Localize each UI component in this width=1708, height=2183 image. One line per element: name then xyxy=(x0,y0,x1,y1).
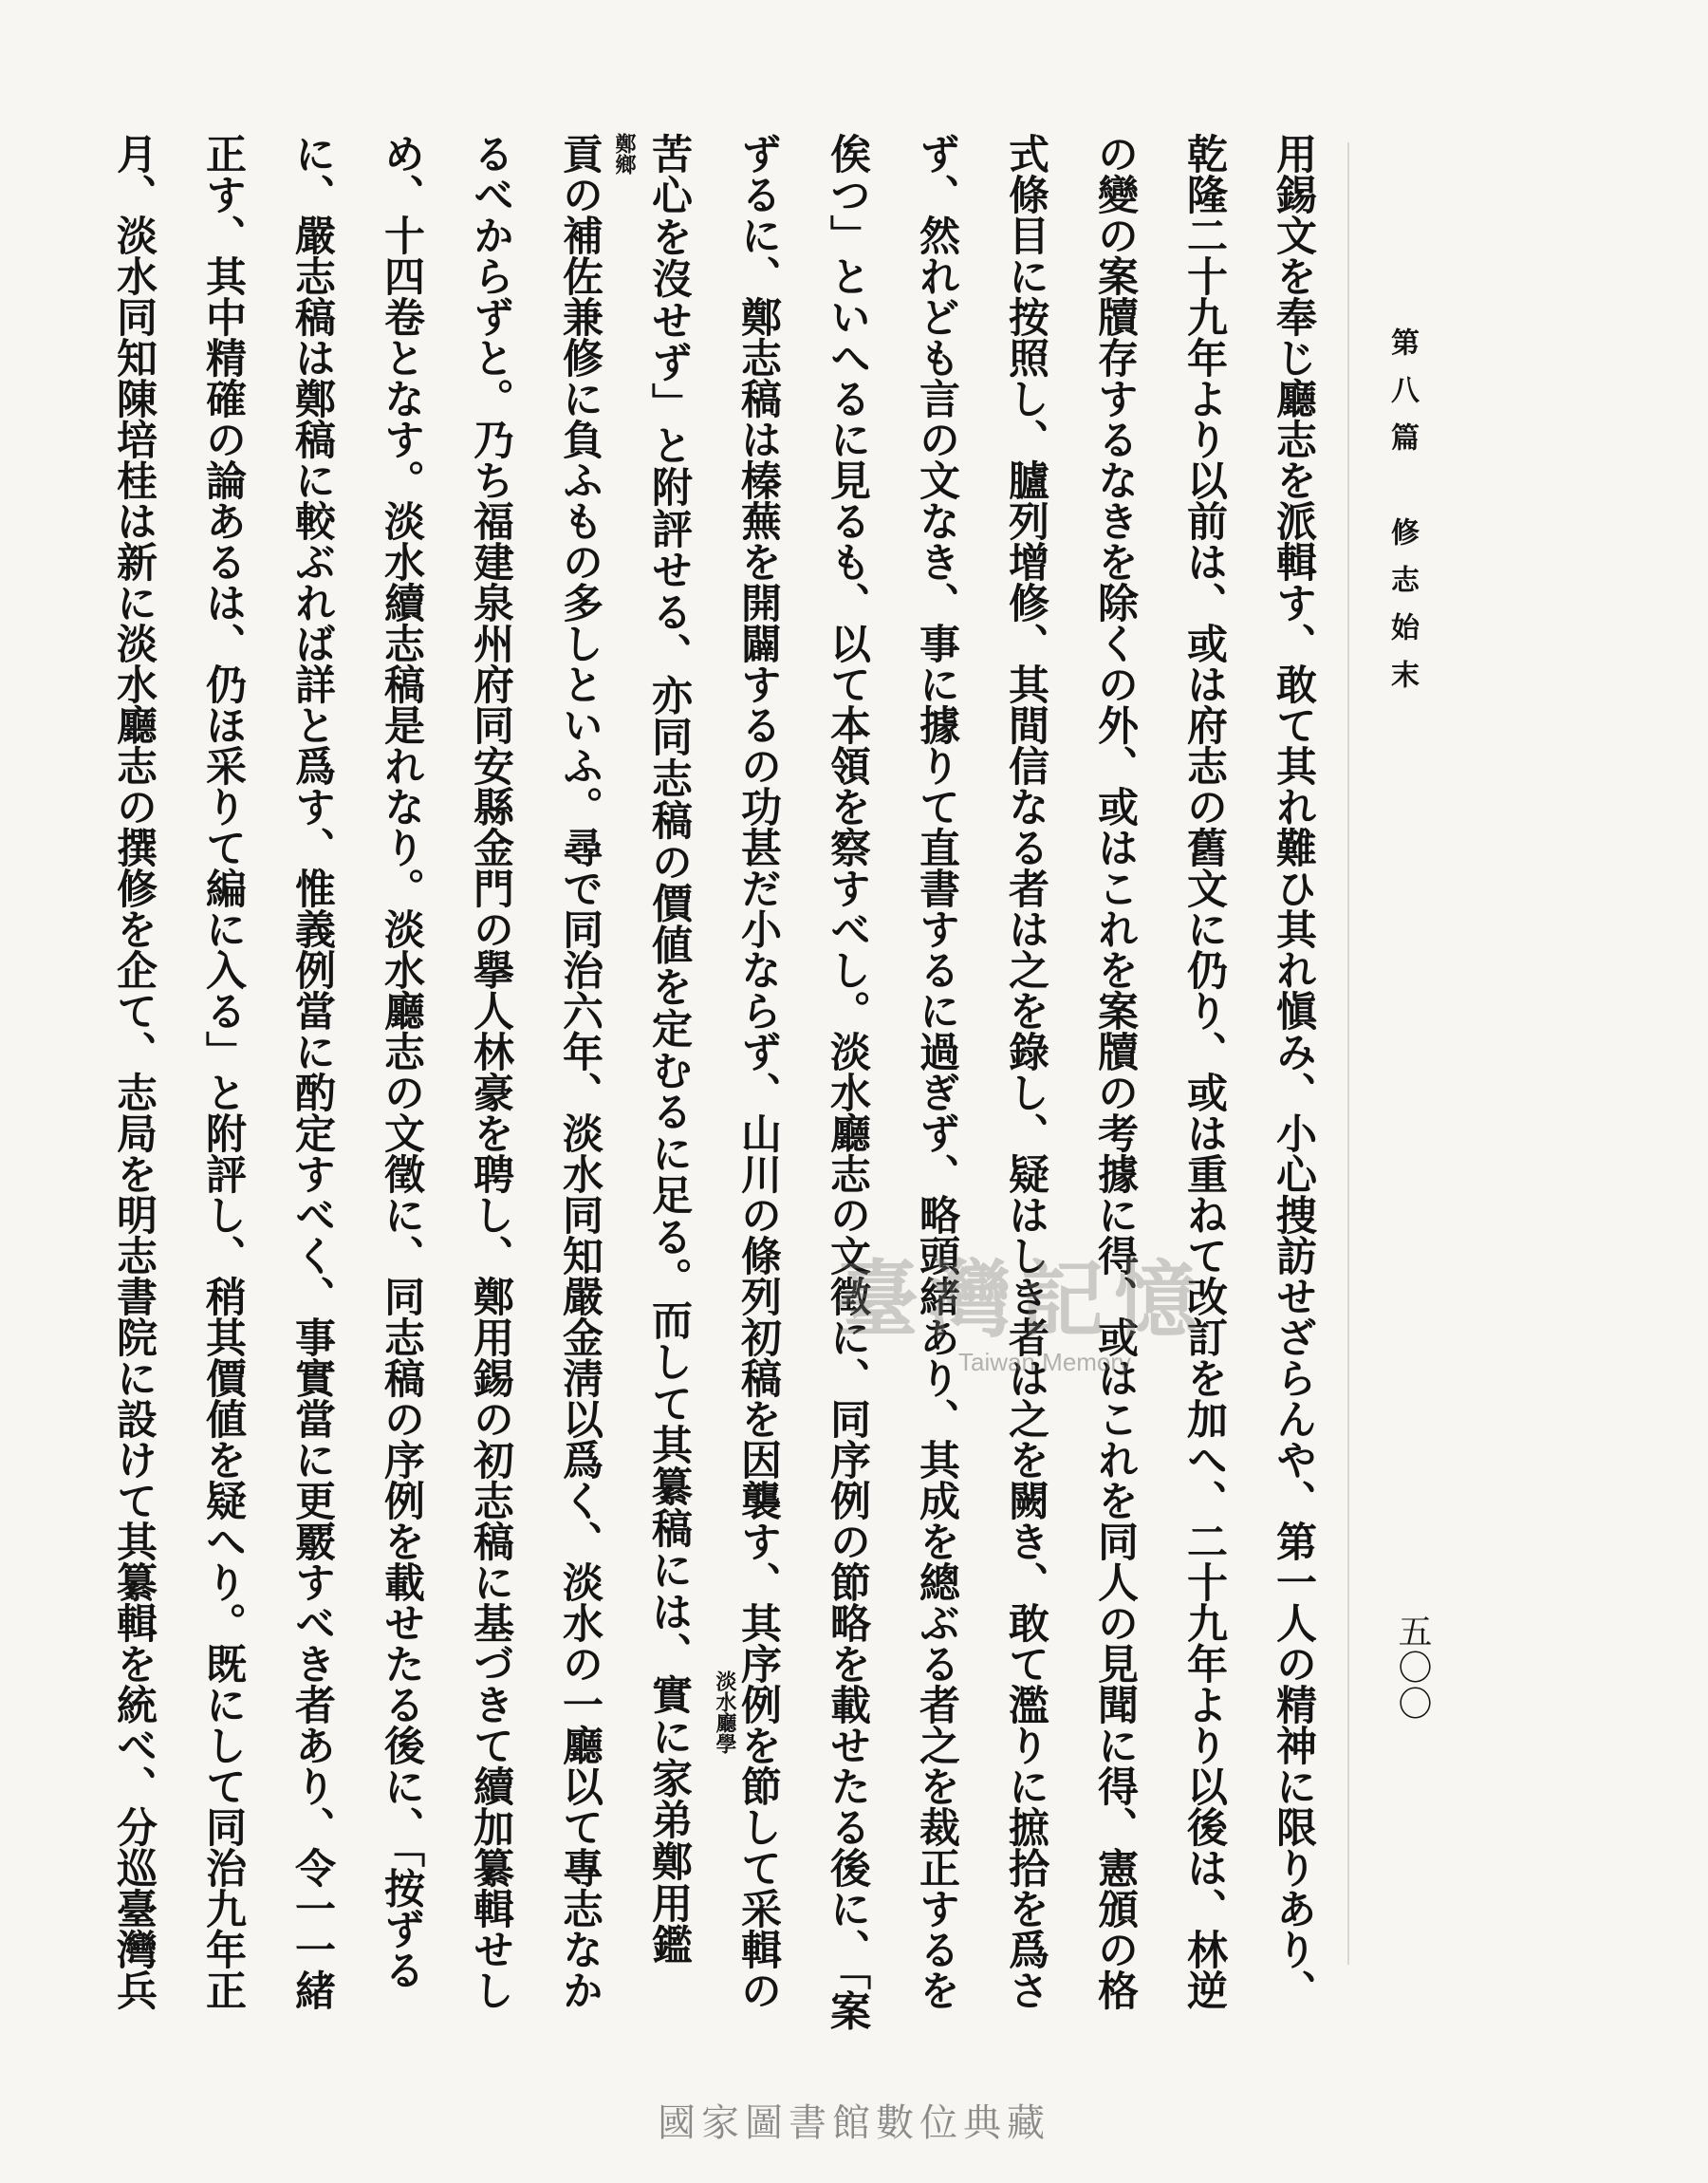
text-column: 月、淡水同知陳培桂は新に淡水廳志の撰修を企て、志局を明志書院に設けて其纂輯を統べ、分巡臺灣兵 xyxy=(110,133,158,2010)
text-column: 式條目に按照し、臚列增修、其間信なる者は之を錄し、疑はしき者は之を闕き、敢て濫りに摭拾を爲さ xyxy=(1002,133,1049,2010)
text-column: 正す、其中精確の論あるは、仍ほ采りて編に入る」と附評し、稍其價値を疑へり。既にして同治九年正 xyxy=(199,133,247,2010)
text-column: 乾隆二十九年より以前は、或は府志の舊文に仍り、或は重ねて改訂を加へ、二十九年より以後は、林逆 xyxy=(1180,133,1228,2010)
text-column: 貢の補佐兼修に負ふもの多しといふ。尋で同治六年、淡水同知嚴金淸以爲く、淡水の一廳以て專志なか xyxy=(556,133,603,2010)
text-column: るべからずと。乃ち福建泉州府同安縣金門の擧人林豪を聘し、鄭用錫の初志稿に基づきて續加纂輯せし xyxy=(467,133,514,2010)
watermark-subtitle: Taiwan Memory xyxy=(958,1348,1132,1376)
page-number: 五〇〇 xyxy=(1393,1614,1432,1722)
text-column: に、嚴志稿は鄭稿に較ぶれば詳と爲す、惟義例當に酌定すべく、事實當に更覈すべき者あり、令一一緒 xyxy=(288,133,336,2010)
text-column: 苦心を沒せず」と附評せる、亦同志稿の價値を定むるに足る。而して其纂稿には、實に家弟鄭用鑑 xyxy=(645,133,693,1965)
margin-note: 淡水廳學 xyxy=(713,1670,737,1754)
text-column: ずるに、鄭志稿は榛蕪を開闢するの功甚だ小ならず、山川の條列初稿を因襲す、其序例を節して采輯の xyxy=(734,133,782,2010)
watermark: 臺灣記憶 xyxy=(835,1250,1208,1349)
running-head: 第八篇 修志始末 xyxy=(1385,327,1419,707)
footer-credit: 國家圖書館數位典藏 xyxy=(658,2101,1050,2145)
body-text xyxy=(110,133,1338,2031)
text-column: め、十四卷となす。淡水續志稿是れなり。淡水廳志の文徵に、同志稿の序例を載せたる後に、「按ずる xyxy=(378,133,425,1990)
text-column: ず、然れども言の文なき、事に據りて直書するに過ぎず、略頭緒あり、其成を總ぶる者之を裁正するを xyxy=(913,133,960,2010)
header-divider xyxy=(1347,142,1349,1965)
text-column: の變の案牘存するなきを除くの外、或はこれを案牘の考據に得、或はこれを同人の見聞に得、憲頒の格 xyxy=(1091,133,1139,2010)
text-column: 俟つ」といへるに見るも、以て本領を察すべし。淡水廳志の文徵に、同序例の節略を載せたる後に、「案 xyxy=(824,133,871,2031)
text-column: 用錫文を奉じ廳志を派輯す、敢て其れ難ひ其れ愼み、小心捜訪せざらんや、第一人の精神に限りあり、 xyxy=(1270,133,1317,2010)
margin-note: 鄭鄉 xyxy=(612,133,637,175)
